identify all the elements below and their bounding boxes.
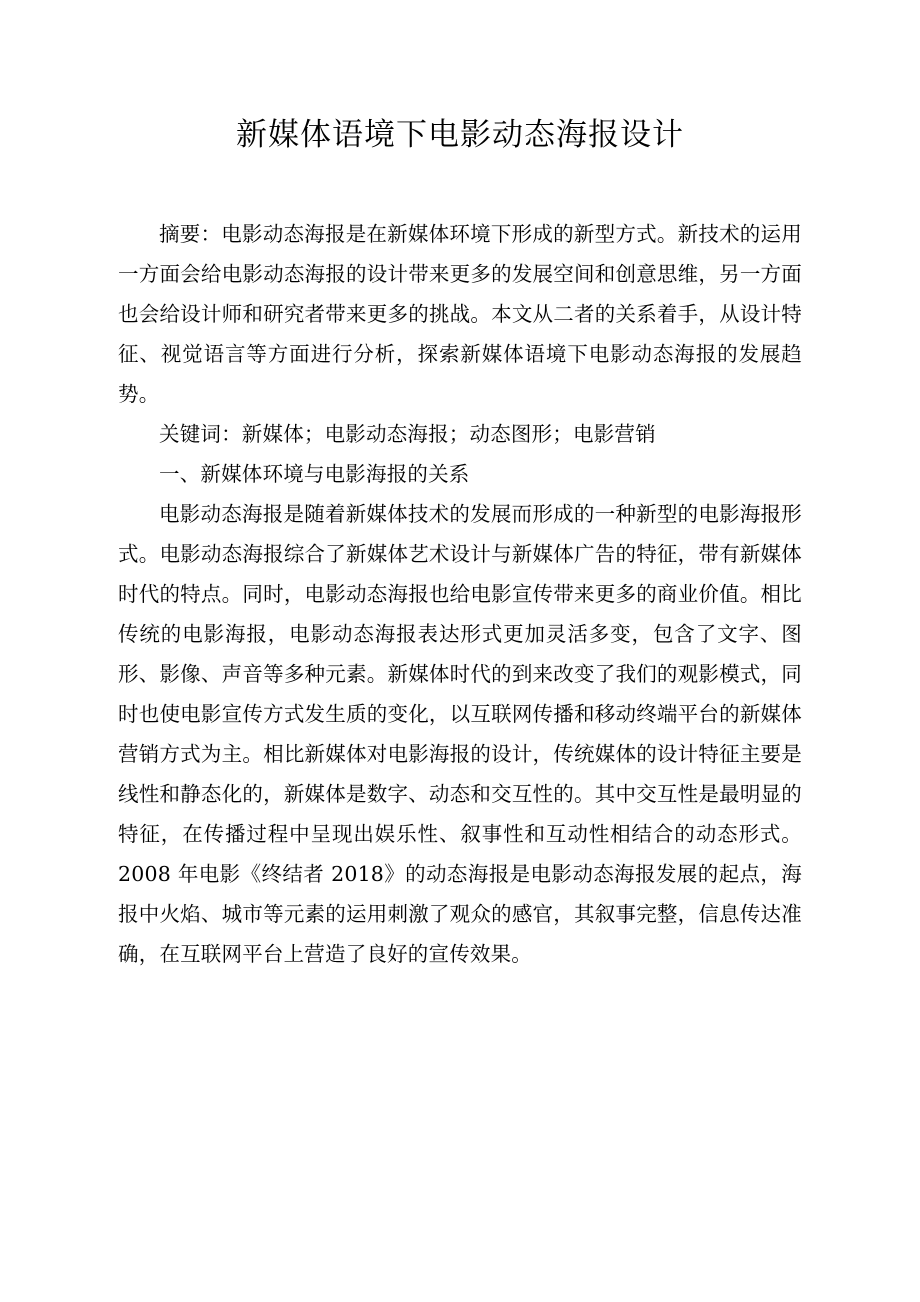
section-heading-one: 一、新媒体环境与电影海报的关系 [159, 462, 470, 487]
section-one-body: 电影动态海报是随着新媒体技术的发展而形成的一种新型的电影海报形式。电影动态海报综合了新媒体艺术设计与新媒体广告的特征，带有新媒体时代的特点。同时，电影动态海报也给电影宣传带来更多的商业价值。相比传统的电影海报，电影动态海报表达形式更加灵活多变，包含了文字、图形、影像、声音等多种元素。新媒体时代的到来改变了我们的观影模式，同时也使电影宣传方式发生质的变化，以互联网传播和移动终端平台的新媒体营销方式为主。相比新媒体对电影海报的设计，传统媒体的设计特征主要是线性和静态化的，新媒体是数字、动态和交互性的。其中交互性是最明显的特征，在传播过程中呈现出娱乐性、叙事性和互动性相结合的动态形式。2008 年电影《终结者 2018》的动态海报是电影动态海报发展的起点，海报中火焰、城市等元素的运用刺激了观众的感官，其叙事完整，信息传达准确，在互联网平台上营造了良好的宣传效果。 [118, 502, 802, 966]
document-body [118, 215, 802, 974]
abstract-paragraph: 摘要：电影动态海报是在新媒体环境下形成的新型方式。新技术的运用一方面会给电影动态海报的设计带来更多的发展空间和创意思维，另一方面也会给设计师和研究者带来更多的挑战。本文从二者的关系着手，从设计特征、视觉语言等方面进行分析，探索新媒体语境下电影动态海报的发展趋势。 [118, 222, 802, 407]
keywords-paragraph: 关键词：新媒体；电影动态海报；动态图形；电影营销 [159, 422, 656, 447]
page-title: 新媒体语境下电影动态海报设计 [236, 117, 684, 153]
